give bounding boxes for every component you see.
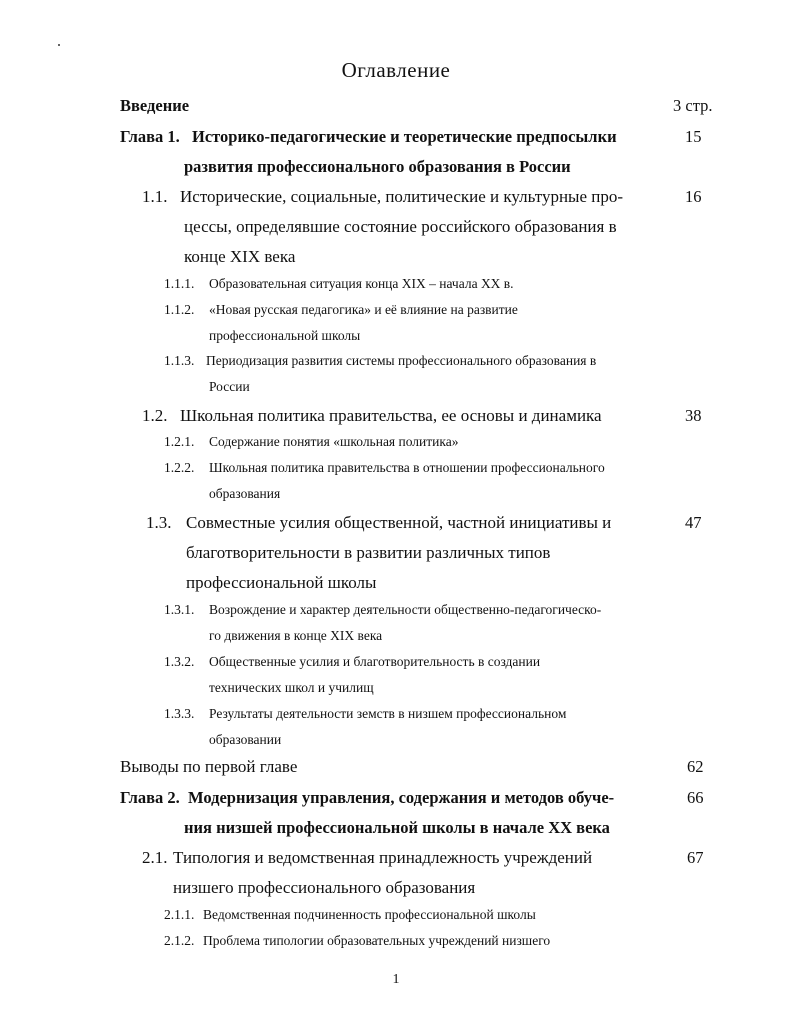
chapter2-number: Глава 2. (120, 788, 180, 807)
s1-1-3-line2: России (209, 379, 250, 394)
s2-1-1-line1: Ведомственная подчиненность профессиональной школы (203, 907, 536, 922)
s1-1-2-line1: «Новая русская педагогика» и её влияние на развитие (209, 302, 518, 317)
s1-3-page: 47 (685, 513, 702, 532)
s1-2-page: 38 (685, 406, 702, 425)
conclusions1-page: 62 (687, 757, 704, 776)
s1-1-1-number: 1.1.1. (164, 276, 195, 291)
page-title: Оглавление (341, 58, 451, 82)
s1-1-line1: Исторические, социальные, политические и культурные про- (180, 187, 624, 206)
s2-1-line2: низшего профессионального образования (173, 878, 476, 897)
s1-3-2-line2: технических школ и училищ (209, 680, 374, 695)
s1-3-line2: благотворительности в развитии различных типов (186, 543, 551, 562)
toc-intro-label: Введение (120, 96, 190, 115)
chapter2-page: 66 (687, 788, 704, 807)
s2-1-number: 2.1. (142, 848, 168, 867)
s1-3-1-number: 1.3.1. (164, 602, 195, 617)
s1-1-line2: цессы, определявшие состояние российского образования в (184, 217, 617, 236)
scan-speck (58, 44, 60, 46)
s1-1-number: 1.1. (142, 187, 168, 206)
s1-1-3-line1: Периодизация развития системы профессионального образования в (206, 353, 597, 368)
s1-2-2-line1: Школьная политика правительства в отношении профессионального (209, 460, 605, 475)
s1-1-3-number: 1.1.3. (164, 353, 195, 368)
s2-1-page: 67 (687, 848, 704, 867)
s1-1-2-line2: профессиональной школы (209, 328, 361, 343)
s1-3-1-line2: го движения в конце XIX века (209, 628, 383, 643)
s1-1-2-number: 1.1.2. (164, 302, 195, 317)
s1-3-2-line1: Общественные усилия и благотворительность в создании (209, 654, 541, 669)
s1-1-page: 16 (685, 187, 702, 206)
s1-2-line1: Школьная политика правительства, ее основы и динамика (180, 406, 602, 425)
toc-intro-page: 3 стр. (673, 96, 713, 115)
s1-3-line1: Совместные усилия общественной, частной инициативы и (186, 513, 612, 532)
conclusions1-label: Выводы по первой главе (120, 757, 298, 776)
chapter2-line2: ния низшей профессиональной школы в начале XX века (184, 818, 610, 837)
s1-3-1-line1: Возрождение и характер деятельности общественно-педагогическо- (209, 602, 602, 617)
s1-2-1-number: 1.2.1. (164, 434, 195, 449)
s1-2-1-line1: Содержание понятия «школьная политика» (209, 434, 459, 449)
s1-3-line3: профессиональной школы (186, 573, 377, 592)
chapter1-line1: Историко-педагогические и теоретические предпосылки (192, 127, 617, 146)
page-number: 1 (392, 972, 400, 987)
s1-2-2-number: 1.2.2. (164, 460, 195, 475)
s1-1-line3: конце XIX века (184, 247, 296, 266)
chapter1-page: 15 (685, 127, 702, 146)
chapter1-line2: развития профессионального образования в России (184, 157, 571, 176)
chapter2-line1: Модернизация управления, содержания и методов обуче- (188, 788, 615, 807)
s1-3-2-number: 1.3.2. (164, 654, 195, 669)
s2-1-1-number: 2.1.1. (164, 907, 195, 922)
s1-3-3-number: 1.3.3. (164, 706, 195, 721)
s2-1-2-number: 2.1.2. (164, 933, 195, 948)
chapter1-number: Глава 1. (120, 127, 180, 146)
s2-1-2-line1: Проблема типологии образовательных учреждений низшего (203, 933, 551, 948)
s1-1-1-line1: Образовательная ситуация конца XIX – начала XX в. (209, 276, 514, 291)
s1-2-2-line2: образования (209, 486, 281, 501)
s1-3-3-line2: образовании (209, 732, 282, 747)
s1-2-number: 1.2. (142, 406, 168, 425)
s1-3-3-line1: Результаты деятельности земств в низшем профессиональном (209, 706, 567, 721)
s1-3-number: 1.3. (146, 513, 172, 532)
s2-1-line1: Типология и ведомственная принадлежность учреждений (173, 848, 593, 867)
